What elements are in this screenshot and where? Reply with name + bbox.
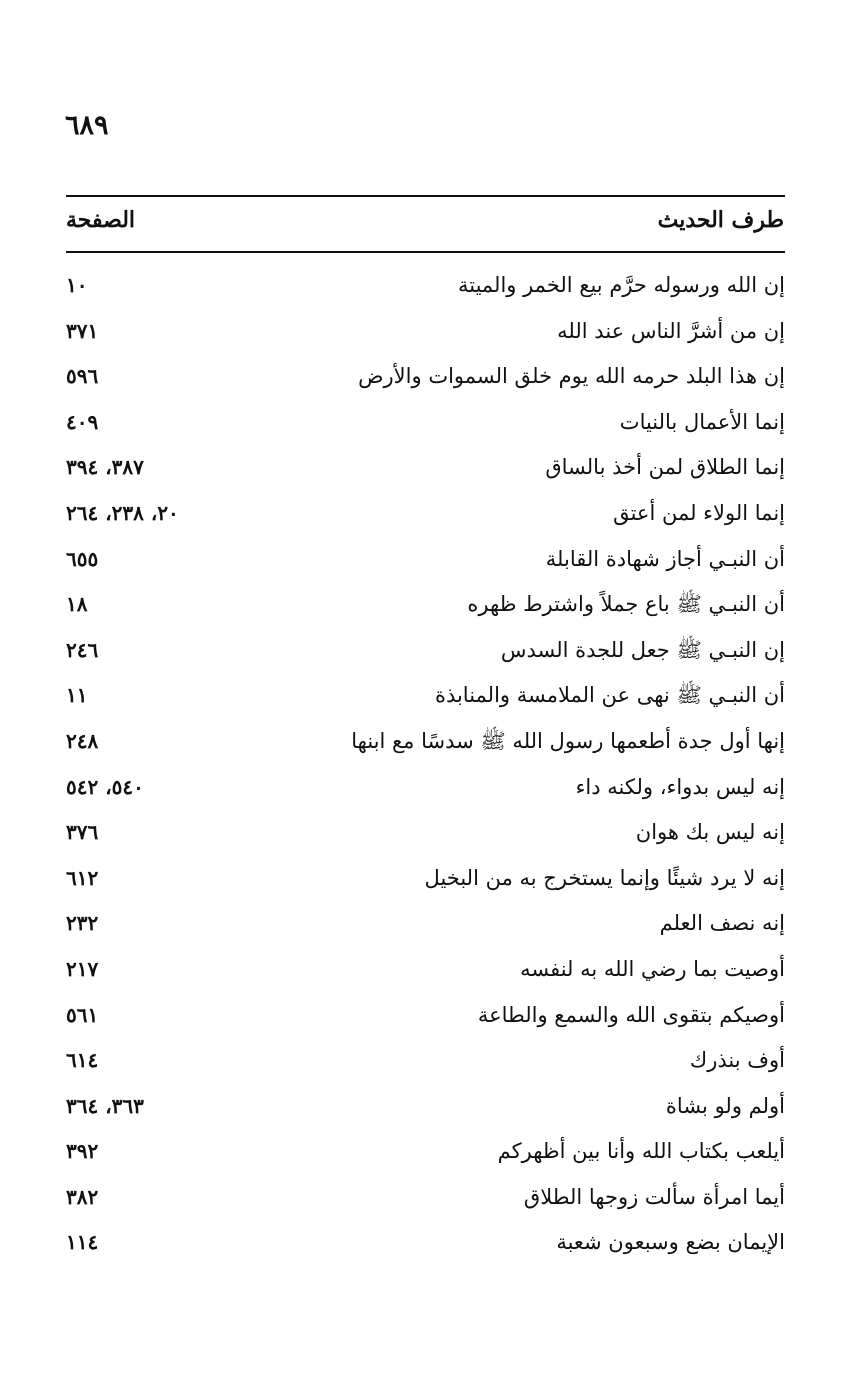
page-refs: ١٨ [66,592,88,617]
page-refs: ٥٩٦ [66,364,99,389]
page-refs: ٣٧٦ [66,820,99,845]
index-row [66,1041,785,1087]
page-refs: ٢٤٨ [66,728,99,753]
index-row [66,1087,785,1133]
index-row [66,722,785,768]
page-column-header: الصفحة [66,207,136,233]
page-refs: ٣٨٢ [66,1184,99,1209]
index-row [66,1178,785,1224]
page-refs: ٢٠، ٢٣٨، ٢٦٤ [66,500,179,525]
hadith-text: إنه لا يرد شيئًا وإنما يستخرج به من البخيل [424,865,785,890]
page-refs: ٣٧١ [66,318,99,343]
index-row [66,1132,785,1178]
page-refs: ٢٣٢ [66,911,99,936]
hadith-text: أن النبـي أجاز شهادة القابلة [545,546,785,571]
hadith-text: إن النبـي ﷺ جعل للجدة السدس [500,637,785,662]
hadith-text: أوصيت بما رضي الله به لنفسه [520,956,785,981]
index-list [66,266,785,1269]
index-row [66,1223,785,1269]
hadith-text: أن النبـي ﷺ باع جملاً واشترط ظهره [467,592,785,617]
page-refs: ٥٤٠، ٥٤٢ [66,774,144,799]
hadith-text: إنه نصف العلم [659,911,785,936]
index-row [66,813,785,859]
hadith-text: أوف بنذرك [689,1048,785,1073]
hadith-text: إن من أشرَّ الناس عند الله [557,318,785,343]
page-refs: ٦١٤ [66,1048,99,1073]
hadith-text: إنما الولاء لمن أعتق [613,500,785,525]
page-refs: ٦١٢ [66,865,99,890]
hadith-text: إنه ليس بدواء، ولكنه داء [575,774,785,799]
index-row [66,266,785,312]
hadith-text: أولم ولو بشاة [665,1093,785,1118]
index-row [66,357,785,403]
hadith-column-header: طرف الحديث [657,207,784,233]
page-refs: ١١٤ [66,1230,99,1255]
index-row [66,950,785,996]
index-row [66,585,785,631]
page-refs: ١١ [66,683,88,708]
hadith-text: إنما الطلاق لمن أخذ بالساق [545,455,785,480]
page-number: ٦٨٩ [65,110,109,141]
index-row [66,904,785,950]
index-row [66,996,785,1042]
index-row [66,312,785,358]
top-rule [66,195,785,197]
page-refs: ٢١٧ [66,956,99,981]
hadith-text: إن هذا البلد حرمه الله يوم خلق السموات والأرض [358,364,785,389]
index-row [66,448,785,494]
hadith-text: إنه ليس بك هوان [635,820,785,845]
page-refs: ٣٨٧، ٣٩٤ [66,455,144,480]
index-row [66,859,785,905]
hadith-text: أوصيكم بتقوى الله والسمع والطاعة [477,1002,785,1027]
page-refs: ١٠ [66,273,88,297]
index-row [66,540,785,586]
hadith-text: أيما امرأة سألت زوجها الطلاق [523,1184,785,1209]
hadith-text: الإيمان بضع وسبعون شعبة [556,1230,785,1255]
hadith-text: إنما الأعمال بالنيات [619,409,785,434]
header-rule [66,251,785,253]
index-row [66,768,785,814]
index-row [66,631,785,677]
hadith-text: إنها أول جدة أطعمها رسول الله ﷺ سدسًا مع ابنها [351,728,785,753]
page-refs: ٣٩٢ [66,1139,99,1164]
hadith-text: أيلعب بكتاب الله وأنا بين أظهركم [497,1139,785,1164]
page-refs: ٥٦١ [66,1002,99,1027]
page-refs: ٣٦٣، ٣٦٤ [66,1093,144,1118]
page-refs: ٢٤٦ [66,637,99,662]
page-refs: ٤٠٩ [66,409,99,434]
index-row [66,403,785,449]
index-row [66,676,785,722]
hadith-text: أن النبـي ﷺ نهى عن الملامسة والمنابذة [434,683,785,708]
index-row [66,494,785,540]
hadith-text: إن الله ورسوله حرَّم بيع الخمر والميتة [457,273,785,297]
page-refs: ٦٥٥ [66,546,99,571]
